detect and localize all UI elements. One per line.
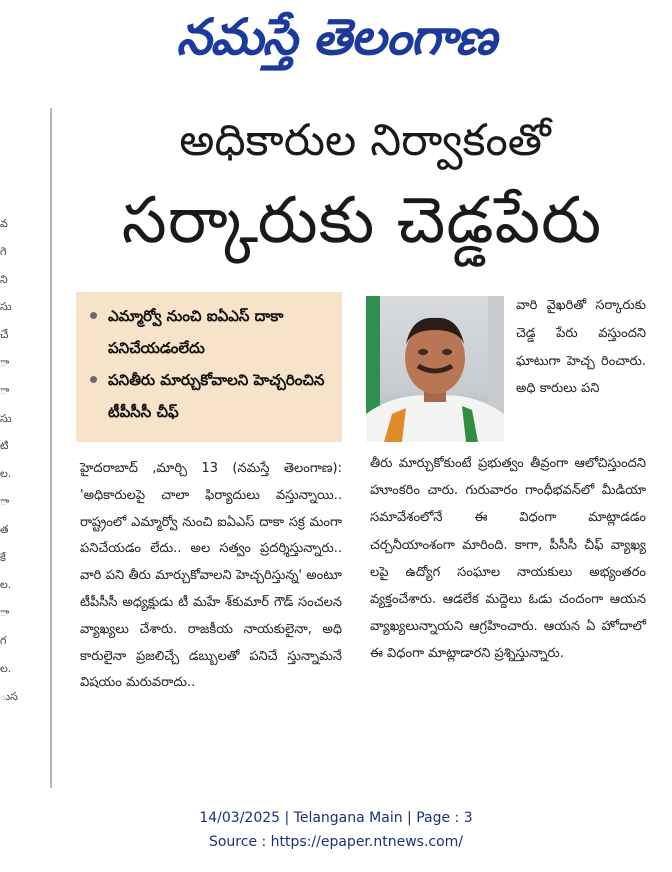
masthead xyxy=(0,0,672,86)
person-photo-icon xyxy=(366,296,504,442)
highlight-item xyxy=(88,300,334,364)
fragment: ా xyxy=(0,494,10,508)
fragment: ా xyxy=(0,606,10,620)
bullet-icon xyxy=(90,312,97,319)
fragment: కే xyxy=(0,550,6,564)
bullet-icon xyxy=(90,376,97,383)
fragment: చే xyxy=(0,328,9,342)
article-column-right: వారి వైఖరితో సర్కారుకు చెడ్డ పేరు వస్తుందని ఘాటుగా హెచ్చ రించారు. అధి కారులు పని xyxy=(516,298,646,397)
fragment: ుస xyxy=(0,689,18,703)
fragment: సు xyxy=(0,411,12,425)
fragment: ా xyxy=(0,383,10,397)
newspaper-logo: నమస్తే తెలంగాణ xyxy=(176,7,496,66)
highlights-box xyxy=(76,292,342,442)
fragment: ని xyxy=(0,272,8,286)
page-footer xyxy=(0,806,672,854)
fragment: ల. xyxy=(0,661,12,675)
article-column-bottom-right: తీరు మార్చుకోకుంటే ప్రభుత్వం తీవ్రంగా ఆలోచిస్తుందని హూంకరిం చారు. గురువారం గాంధీభవన్‌లో మీడియా సమావేశంలోనే ఈ విధంగా మాట్లాడడం చర్చనీయాంశంగా మారింది. కాగా, పీసీసీ చీఫ్ వ్యాఖ్య లపై ఉద్యోగ సంఘాల నాయకులు అభ్యంతరం వ్యక్తంచేశారు. ఆడలేక మద్దెలు ఓడు చందంగా ఆయన వ్యాఖ్యలున్నాయని ఆగ్రహించారు. ఆయన ఏ హోదాలో ఈ విధంగా మాట్లాడారని ప్రశ్నిస్తున్నారు. xyxy=(370,456,646,662)
highlight-item xyxy=(88,364,334,428)
fragment: టి xyxy=(0,439,9,453)
adjacent-article-fragments xyxy=(0,210,18,710)
column-divider xyxy=(50,108,52,788)
speaker-photo xyxy=(366,296,504,442)
fragment: గ xyxy=(0,633,7,647)
fragment: సు xyxy=(0,300,12,314)
fragment: ా xyxy=(0,355,10,369)
highlight-text: పనితీరు మార్చుకోవాలని హెచ్చరించిన టీపీసీసీ చీఫ్ xyxy=(108,371,325,421)
headline-main: సర్కారుకు చెడ్డపేరు xyxy=(121,184,603,258)
fragment: ల. xyxy=(0,467,12,481)
highlight-text: ఎమ్మార్వో నుంచి ఐఏఎస్ దాకా పనిచేయడంలేదు xyxy=(108,307,284,357)
fragment: త xyxy=(0,522,9,536)
source-link[interactable]: Source : https://epaper.ntnews.com/ xyxy=(208,834,464,850)
headline-kicker: అధికారుల నిర్వాకంతో xyxy=(179,115,551,166)
article-column-left: హైదరాబాద్ ,మార్చి 13 (నమస్తే తెలంగాణ): 'అధికారులపై చాలా ఫిర్యాదులు వస్తున్నాయి.. రాష్ట్రంలో ఎమ్మార్వో నుంచి ఐఏఎస్ దాకా సక్ర మంగా పనిచేయడం లేదు.. అల సత్వం ప్రదర్శిస్తున్నారు.. వారి పని తీరు మార్చుకోవాలని హెచ్చరిస్తున్న' అంటూ టీపీసీసీ అధ్యక్షుడు టీ మహే శ్‌కుమార్ గౌడ్ సంచలన వ్యాఖ్యలు చేశారు. రాజకీయ నాయకులైనా, అధి కారులైనా ప్రజలిచ్చే డబ్బులతో పనిచే స్తున్నామనే విషయం మరువరాదు.. xyxy=(80,461,342,691)
edition-info: 14/03/2025 | Telangana Main | Page : 3 xyxy=(199,810,473,826)
fragment: ల. xyxy=(0,578,12,592)
fragment: గె xyxy=(0,244,7,258)
fragment: వ xyxy=(0,217,8,230)
